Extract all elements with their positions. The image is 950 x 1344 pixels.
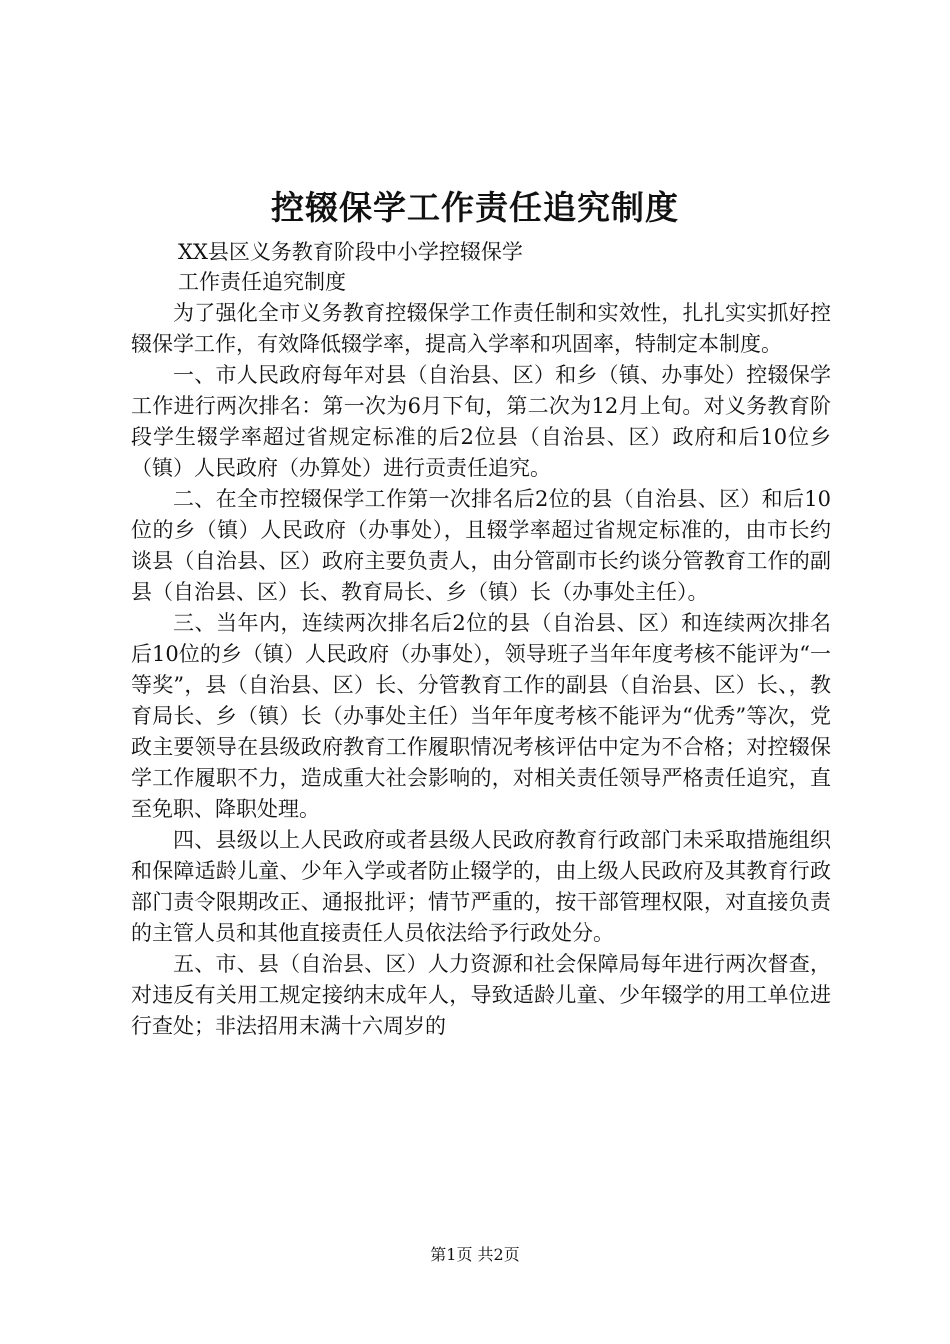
document-subtitle-line-2: 工作责任追究制度: [178, 270, 346, 294]
document-body: [131, 298, 831, 1042]
document-title: 控辍保学工作责任追究制度: [271, 188, 679, 227]
paragraph-article-1: 一、市人民政府每年对县（自治县、区）和乡（镇、办事处）控辍保学工作进行两次排名：第一次为6月下旬，第二次为12月上旬。对义务教育阶段学生辍学率超过省规定标准的后2位县（自治县、区）政府和后10位乡（镇）人民政府（办算处）进行贡责任追究。: [131, 363, 831, 480]
paragraph-article-2: 二、在全市控辍保学工作第一次排名后2位的县（自治县、区）和后10位的乡（镇）人民政府（办事处），且辍学率超过省规定标准的，由市长约谈县（自治县、区）政府主要负责人，由分管副市长约谈分管教育工作的副县（自治县、区）长、教育局长、乡（镇）长（办事处主任）。: [131, 487, 831, 604]
paragraph-intro: 为了强化全市义务教育控辍保学工作责任制和实效性，扎扎实实抓好控辍保学工作，有效降低辍学率，提高入学率和巩固率，特制定本制度。: [131, 301, 831, 356]
document-subtitle-line-1: XX县区义务教育阶段中小学控辍保学: [178, 240, 523, 264]
paragraph-article-5: 五、市、县（自治县、区）人力资源和社会保障局每年进行两次督查，对违反有关用工规定接纳末成年人，导致适龄儿童、少年辍学的用工单位进行查处；非法招用末满十六周岁的: [131, 952, 831, 1038]
paragraph-article-4: 四、县级以上人民政府或者县级人民政府教育行政部门未采取措施组织和保障适龄儿童、少年入学或者防止辍学的，由上级人民政府及其教育行政部门责令限期改正、通报批评；情节严重的，按干部管理权限，对直接负责的主管人员和其他直接责任人员依法给予行政处分。: [131, 828, 831, 945]
page-number-footer: 第1页 共2页: [430, 1245, 520, 1264]
paragraph-article-3: 三、当年内，连续两次排名后2位的县（自治县、区）和连续两次排名后10位的乡（镇）人民政府（办事处），领导班子当年年度考核不能评为“一等奖”，县（自治县、区）长、分管教育工作的副县（自治县、区）长、，教育局长、乡（镇）长（办事处主任）当年年度考核不能评为“优秀”等次，党政主要领导在县级政府教育工作履职情况考核评估中定为不合格；对控辍保学工作履职不力，造成重大社会影响的，对相关责任领导严格责任追究，直至免职、降职处理。: [131, 611, 831, 821]
